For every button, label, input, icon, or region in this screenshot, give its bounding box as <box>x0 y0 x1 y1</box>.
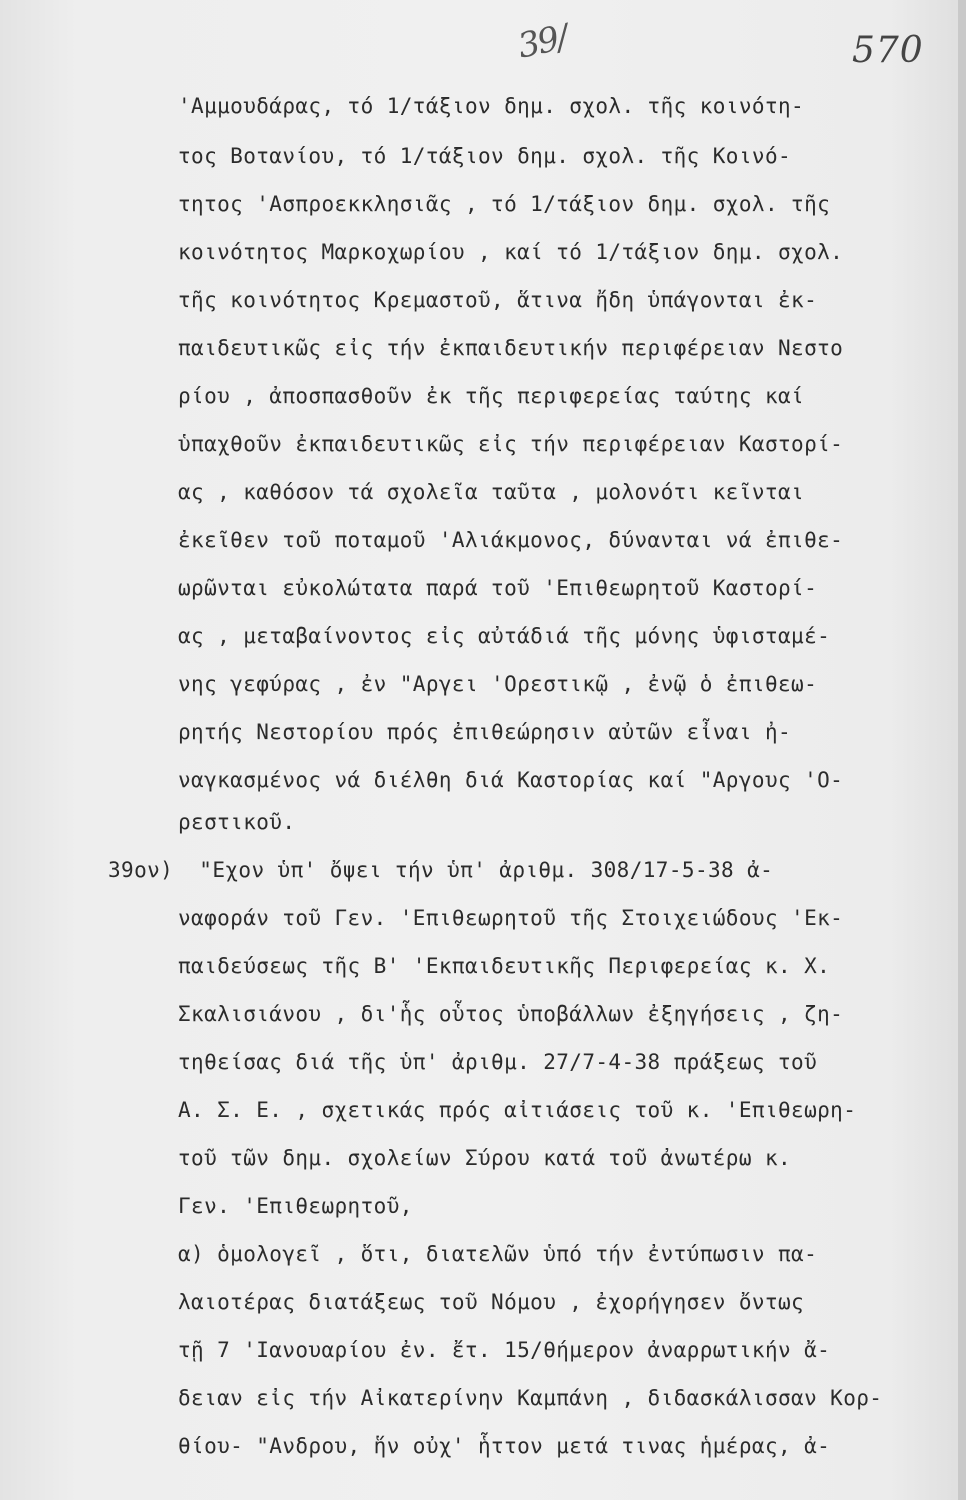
text-line: κοινότητος Μαρκοχωρίου , καί τό 1/τάξιον δημ. σχολ. <box>178 240 844 264</box>
text-line-item-39: 39ον) "Εχον ὑπ' ὄψει τήν ὑπ' ἀριθμ. 308/17-5-38 ἀ- <box>108 858 774 882</box>
text-line: ὑπαχθοῦν ἐκπαιδευτικῶς εἰς τήν περιφέρειαν Καστορί- <box>178 432 844 456</box>
text-line: ας , καθόσον τά σχολεῖα ταῦτα , μολονότι κεῖνται <box>178 480 805 504</box>
text-line: Α. Σ. Ε. , σχετικάς πρός αἰτιάσεις τοῦ κ. 'Επιθεωρη- <box>178 1098 857 1122</box>
text-line: ναγκασμένος νά διέλθη διά Καστορίας καί "Αργους 'Ο- <box>178 768 844 792</box>
text-line: 'Αμμουδάρας, τό 1/τάξιον δημ. σχολ. τῆς κοινότη- <box>178 94 805 118</box>
page-edge-shadow <box>958 0 966 1500</box>
text-line: Σκαλισιάνου , δι'ἧς οὗτος ὑποβάλλων ἐξηγήσεις , ζη- <box>178 1002 844 1026</box>
text-line: ρητής Νεστορίου πρός ἐπιθεώρησιν αὐτῶν εἶναι ἠ- <box>178 720 792 744</box>
text-line: τοῦ τῶν δημ. σχολείων Σύρου κατά τοῦ ἀνωτέρω κ. <box>178 1146 792 1170</box>
text-line: α) ὁμολογεῖ , ὅτι, διατελῶν ὑπό τήν ἐντύπωσιν πα- <box>178 1242 818 1266</box>
text-line: ρεστικοῦ. <box>178 810 296 834</box>
text-line: τος Βοτανίου, τό 1/τάξιον δημ. σχολ. τῆς Κοινό- <box>178 144 792 168</box>
text-line: ναφοράν τοῦ Γεν. 'Επιθεωρητοῦ τῆς Στοιχειώδους 'Εκ- <box>178 906 844 930</box>
text-line: παιδευτικῶς εἰς τήν ἐκπαιδευτικήν περιφέρειαν Νεστο <box>178 336 844 360</box>
text-line: ἐκεῖθεν τοῦ ποταμοῦ 'Αλιάκμονος, δύνανται νά ἐπιθε- <box>178 528 844 552</box>
text-line: νης γεφύρας , ἐν "Αργει 'Ορεστικῷ , ἐνῷ ὁ ἐπιθεω- <box>178 672 818 696</box>
text-line: τηθείσας διά τῆς ὑπ' ἀριθμ. 27/7-4-38 πράξεως τοῦ <box>178 1050 818 1074</box>
handwritten-page-number: 570 <box>852 30 924 71</box>
text-line: τῆς κοινότητος Κρεμαστοῦ, ἅτινα ἤδη ὑπάγονται ἐκ- <box>178 288 818 312</box>
text-line: Γεν. 'Επιθεωρητοῦ, <box>178 1194 413 1218</box>
text-line: τητος 'Ασπροεκκλησιᾶς , τό 1/τάξιον δημ. σχολ. τῆς <box>178 192 831 216</box>
text-line: λαιοτέρας διατάξεως τοῦ Νόμου , ἐχορήγησεν ὄντως <box>178 1290 805 1314</box>
text-line: δειαν εἰς τήν Αἰκατερίνην Καμπάνη , διδασκάλισσαν Κορ- <box>178 1386 883 1410</box>
text-line: ρίου , ἀποσπασθοῦν ἐκ τῆς περιφερείας ταύτης καί <box>178 384 805 408</box>
handwritten-mark: 39/ <box>514 17 571 67</box>
text-line: θίου- "Ανδρου, ἥν οὐχ' ἧττον μετά τινας ἡμέρας, ἀ- <box>178 1434 831 1458</box>
text-line: παιδεύσεως τῆς Β' 'Εκπαιδευτικῆς Περιφερείας κ. Χ. <box>178 954 831 978</box>
text-line: τῇ 7 'Ιανουαρίου ἐν. ἔτ. 15/θήμερον ἀναρρωτικήν ἄ- <box>178 1338 831 1362</box>
text-line: ας , μεταβαίνοντος εἰς αὐτάδιά τῆς μόνης ὑφισταμέ- <box>178 624 831 648</box>
text-line: ωρῶνται εὐκολώτατα παρά τοῦ 'Επιθεωρητοῦ Καστορί- <box>178 576 818 600</box>
